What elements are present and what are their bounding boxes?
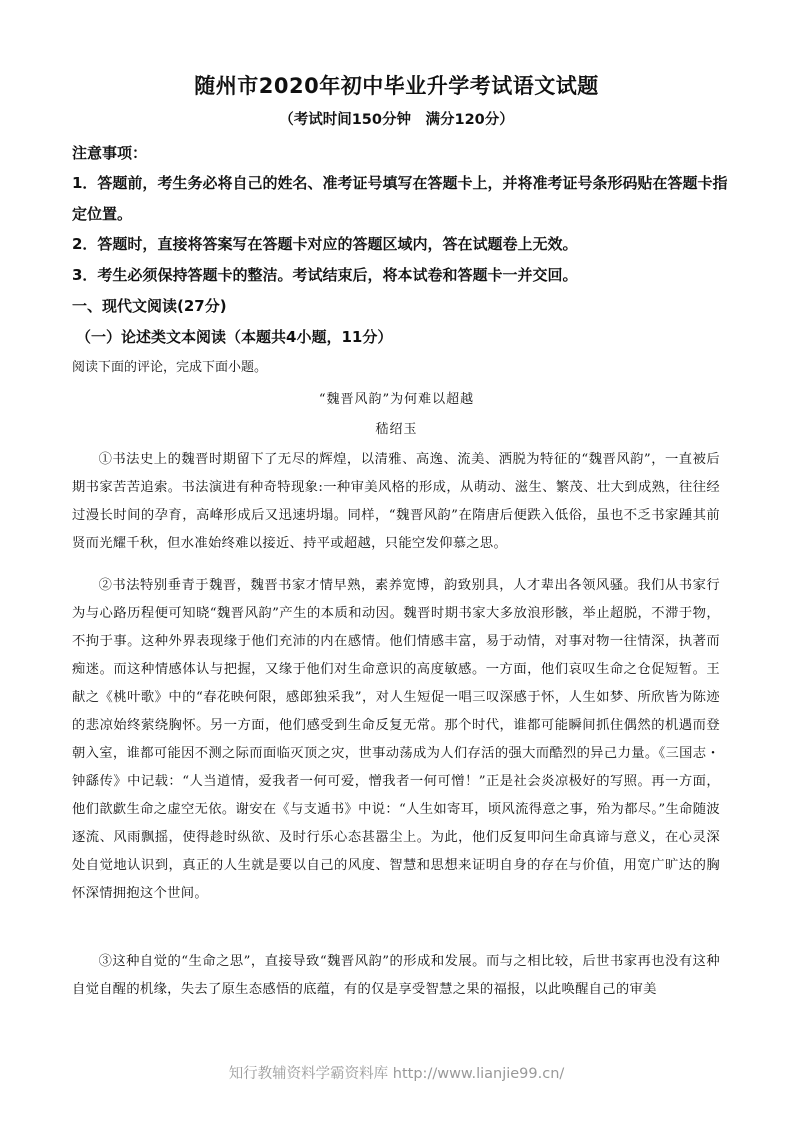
essay-paragraph-1: ①书法史上的魏晋时期留下了无尽的辉煌，以清雅、高逸、流美、洒脱为特征的“魏晋风韵”，一直被后期书家苦苦追索。书法演进有种奇特现象:一种审美风格的形成，从萌动、滋生、繁茂、壮大到成熟，往往经过漫长时间的孕育，高峰形成后又迅速坍塌。同样，“魏晋风韵”在隋唐后便跌入低俗，虽也不乏书家踵其前贤而光耀千秋，但水准始终难以接近、持平或超越，只能空发仰慕之思。 [72,452,720,551]
section-subheading: （一）论述类文本阅读（本题共4小题，11分） [76,328,393,346]
notice-item-2: 2．答题时，直接将答案写在答题卡对应的答题区域内，答在试题卷上无效。 [72,235,578,253]
section-instruction: 阅读下面的评论，完成下面小题。 [72,360,268,375]
essay-author: 嵇绍玉 [375,422,418,437]
notice-item-1: 1．答题前，考生务必将自己的姓名、准考证号填写在答题卡上，并将准考证号条形码贴在答题卡指定位置。 [72,174,728,223]
essay-title: “魏晋风韵”为何难以超越 [318,392,475,407]
essay-paragraph-3: ③这种自觉的“生命之思”，直接导致“魏晋风韵”的形成和发展。而与之相比较，后世书家再也没有这种自觉自醒的机缘，失去了原生态感悟的底蕴，有的仅是享受智慧之果的福报，以此唤醒自己的审美 [72,954,720,997]
exam-title: 随州市2020年初中毕业升学考试语文试题 [194,74,599,98]
exam-subtitle: （考试时间150分钟 满分120分） [279,112,514,128]
notice-heading: 注意事项： [72,144,148,162]
essay-paragraph-2: ②书法特别垂青于魏晋，魏晋书家才情早熟，素养宽博，韵致别具，人才辈出各领风骚。我们从书家行为与心路历程便可知晓“魏晋风韵”产生的本质和动因。魏晋时期书家大多放浪形骸，举止超脱，不滞于物，不拘于事。这种外界表现缘于他们充沛的内在感情。他们情感丰富，易于动情，对事对物一往情深，执著而痴迷。而这种情感体认与把握，又缘于他们对生命意识的高度敏感。一方面，他们哀叹生命之仓促短暂。王献之《桃叶歌》中的“春花映何限，感郎独采我”，对人生短促一唱三叹深感于怀，人生如梦、所欣皆为陈迹的悲凉始终萦绕胸怀。另一方面，他们感受到生命反复无常。那个时代，谁都可能瞬间抓住偶然的机遇而登朝入室，谁都可能因不测之际而面临灭顶之灾，世事动荡成为人们存活的强大而酷烈的异己力量。《三国志・钟繇传》中记载：“人当道情，爱我者一何可爱，憎我者一何可憎！”正是社会炎凉极好的写照。再一方面，他们歆歔生命之虚空无依。谢安在《与支遁书》中说：“人生如寄耳，顷风流得意之事，殆为都尽。”生命随波逐流、风雨飘摇，使得趁时纵欲、及时行乐心态甚嚣尘上。为此，他们反复叩问生命真谛与意义，在心灵深处自觉地认识到，真正的人生就是要以自己的风度、智慧和思想来证明自身的存在与价值，用宽广旷达的胸怀深情拥抱这个世间。 [72,578,720,901]
footer-watermark: 知行教辅资料学霸资料库 http://www.lianjie99.cn/ [228,1066,565,1082]
notice-item-3: 3．考生必须保持答题卡的整洁。考试结束后，将本试卷和答题卡一并交回。 [72,266,578,284]
section-heading: 一、现代文阅读(27分) [72,297,227,315]
